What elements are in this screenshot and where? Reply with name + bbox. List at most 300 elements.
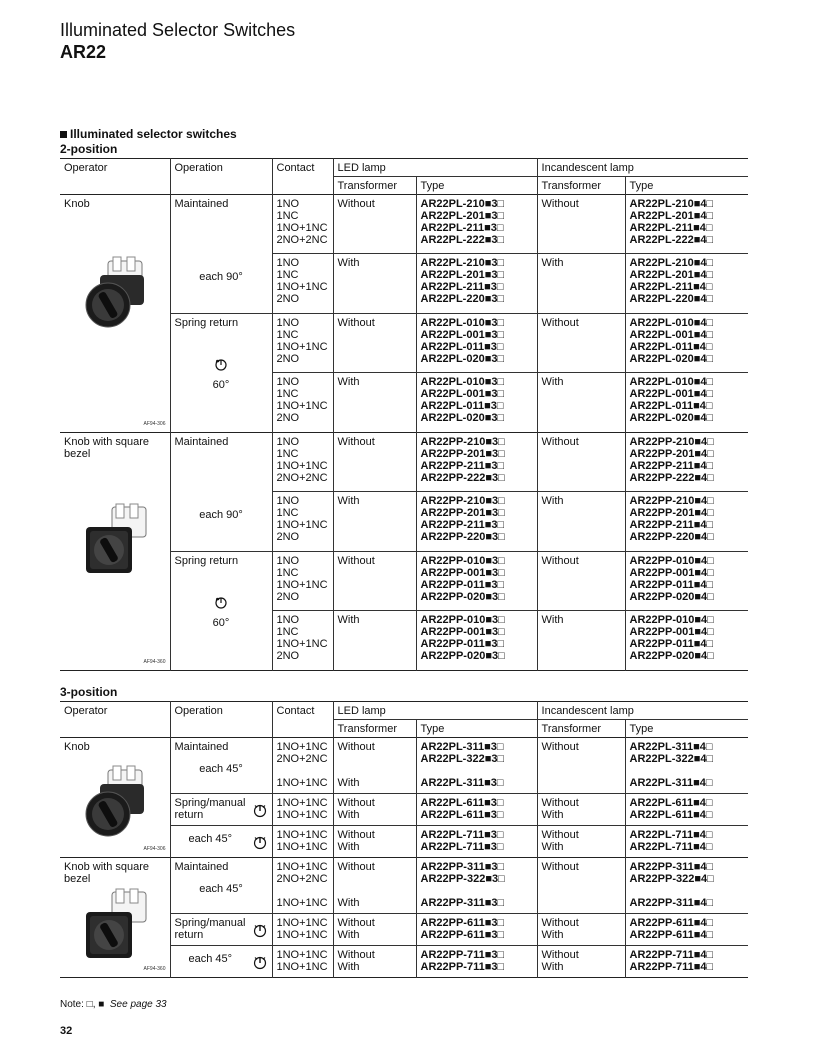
type-code: AR22PL-001■3□ xyxy=(420,329,505,341)
operator-name: Knob xyxy=(64,741,90,753)
contact-value: 1NO+1NC xyxy=(276,897,328,909)
inc-type-cell xyxy=(625,914,748,946)
type-code: AR22PL-211■4□ xyxy=(629,222,713,234)
type-code: AR22PL-311■4□ xyxy=(629,741,713,753)
operation-cell xyxy=(170,914,272,946)
type-code: AR22PP-210■3□ xyxy=(420,436,505,448)
header-transformer: Transformer xyxy=(537,177,625,195)
type-code: AR22PL-020■4□ xyxy=(629,353,714,365)
transformer-value xyxy=(338,873,412,885)
led-type-cell xyxy=(416,738,537,794)
operation-label: Maintained xyxy=(174,198,229,210)
contact-cell xyxy=(272,254,333,314)
type-code: AR22PP-222■4□ xyxy=(629,472,714,484)
bullet-square-icon xyxy=(60,131,67,138)
inc-transformer-cell: Without xyxy=(537,552,625,611)
contact-cell xyxy=(272,826,333,858)
inc-type-cell xyxy=(625,611,748,671)
type-code: AR22PP-001■4□ xyxy=(629,626,714,638)
type-code: AR22PL-311■4□ xyxy=(629,777,713,789)
type-code: AR22PL-611■4□ xyxy=(629,809,713,821)
image-code: AF94-360 xyxy=(143,659,166,665)
contact-value: 2NO+2NC xyxy=(276,472,328,484)
type-code: AR22PL-020■3□ xyxy=(420,353,505,365)
type-code: AR22PL-201■3□ xyxy=(420,210,505,222)
inc-type-cell xyxy=(625,433,748,492)
page-title: Illuminated Selector Switches xyxy=(60,20,296,40)
type-code: AR22PP-201■4□ xyxy=(629,507,714,519)
operator-cell xyxy=(60,858,170,978)
manual-return-rotation-icon xyxy=(252,922,268,938)
operation-cell xyxy=(170,314,272,433)
contact-value: 1NO xyxy=(276,198,300,210)
type-code: AR22PL-222■3□ xyxy=(420,234,505,246)
inc-transformer-cell: With xyxy=(537,373,625,433)
type-code: AR22PP-010■4□ xyxy=(629,614,714,626)
type-code: AR22PP-611■4□ xyxy=(629,917,714,929)
led-transformer-cell xyxy=(333,826,416,858)
inc-transformer-cell xyxy=(537,738,625,794)
operation-angle: each 45° xyxy=(199,883,243,895)
type-code xyxy=(630,765,745,777)
contact-value: 1NC xyxy=(276,269,299,281)
selector-switch-photo xyxy=(78,764,158,842)
inc-type-cell xyxy=(625,373,748,433)
inc-transformer-cell: Without xyxy=(537,433,625,492)
header-operation: Operation xyxy=(170,159,272,195)
operation-cell xyxy=(170,552,272,671)
type-code: AR22PP-611■3□ xyxy=(420,917,505,929)
header-operator: Operator xyxy=(64,162,108,174)
operation-label: Maintained xyxy=(174,861,229,873)
transformer-value: With xyxy=(337,777,360,789)
type-code: AR22PP-001■4□ xyxy=(629,567,714,579)
contact-cell xyxy=(272,914,333,946)
contact-value: 1NO+1NC xyxy=(276,841,328,853)
led-transformer-cell: Without xyxy=(333,552,416,611)
table-row xyxy=(60,738,748,794)
contact-value: 1NO xyxy=(276,317,300,329)
operation-angle: each 45° xyxy=(188,953,233,965)
type-code: AR22PP-001■3□ xyxy=(420,567,505,579)
selector-switch-photo xyxy=(78,255,158,333)
contact-value: 1NO+1NC xyxy=(276,341,328,353)
transformer-value: With xyxy=(541,929,564,941)
inc-type-cell xyxy=(625,794,748,826)
type-code: AR22PL-711■4□ xyxy=(629,829,713,841)
inc-transformer-cell: Without xyxy=(537,314,625,373)
transformer-value: Without xyxy=(337,829,375,841)
type-code: AR22PL-020■3□ xyxy=(420,412,505,424)
contact-value: 1NO+1NC xyxy=(276,222,328,234)
inc-transformer-cell: With xyxy=(537,611,625,671)
contact-value xyxy=(277,885,329,897)
type-code: AR22PL-011■4□ xyxy=(629,400,713,412)
operation-label: Spring/manual return xyxy=(174,917,246,941)
led-type-cell xyxy=(416,946,537,978)
header-transformer: Transformer xyxy=(333,177,416,195)
table-row xyxy=(60,433,748,492)
operation-angle: each 45° xyxy=(188,833,233,845)
operation-label: Spring return xyxy=(174,555,239,567)
contact-value: 2NO xyxy=(276,531,300,543)
table-row xyxy=(60,195,748,254)
type-code: AR22PL-001■4□ xyxy=(629,329,714,341)
contact-value: 1NO+1NC xyxy=(276,797,328,809)
led-type-cell xyxy=(416,552,537,611)
contact-value: 2NO xyxy=(276,591,300,603)
contact-value xyxy=(277,765,329,777)
contact-value: 1NO xyxy=(276,376,300,388)
contact-value: 1NO+1NC xyxy=(276,929,328,941)
type-code xyxy=(630,885,745,897)
transformer-value: With xyxy=(337,961,360,973)
contact-cell xyxy=(272,373,333,433)
contact-cell xyxy=(272,492,333,552)
type-code: AR22PP-322■3□ xyxy=(420,873,505,885)
type-code xyxy=(421,765,533,777)
type-code: AR22PP-010■4□ xyxy=(629,555,714,567)
type-code: AR22PL-010■3□ xyxy=(420,376,505,388)
transformer-value: With xyxy=(337,809,360,821)
header-contact: Contact xyxy=(272,159,333,195)
transformer-value xyxy=(542,765,621,777)
inc-type-cell xyxy=(625,858,748,914)
operation-cell xyxy=(170,738,272,794)
transformer-value xyxy=(338,753,412,765)
footnote: Note: □, ■ See page 33 xyxy=(60,999,167,1010)
type-code: AR22PL-611■3□ xyxy=(420,809,504,821)
led-transformer-cell xyxy=(333,914,416,946)
type-code: AR22PP-011■3□ xyxy=(420,579,505,591)
led-type-cell xyxy=(416,195,537,254)
contact-value: 1NC xyxy=(276,507,299,519)
type-code: AR22PP-210■4□ xyxy=(629,436,714,448)
type-code: AR22PL-020■4□ xyxy=(629,412,714,424)
contact-value: 2NO xyxy=(276,412,300,424)
inc-transformer-cell xyxy=(537,826,625,858)
type-code: AR22PP-010■3□ xyxy=(420,614,505,626)
contact-value: 2NO xyxy=(276,293,300,305)
transformer-value: Without xyxy=(337,917,375,929)
contact-value: 2NO xyxy=(276,650,300,662)
type-code: AR22PP-010■3□ xyxy=(420,555,505,567)
type-code: AR22PP-311■4□ xyxy=(629,897,714,909)
operator-name: Knob with square bezel xyxy=(64,436,149,460)
contact-value: 1NO xyxy=(276,555,300,567)
header-type: Type xyxy=(416,177,537,195)
type-code: AR22PL-711■4□ xyxy=(629,841,713,853)
header-type: Type xyxy=(416,720,537,738)
led-transformer-cell xyxy=(333,794,416,826)
contact-value: 1NC xyxy=(276,626,299,638)
type-code: AR22PP-711■4□ xyxy=(629,949,714,961)
type-code: AR22PP-222■3□ xyxy=(420,472,505,484)
transformer-value xyxy=(542,897,621,909)
contact-cell xyxy=(272,946,333,978)
header-type: Type xyxy=(625,720,748,738)
contact-value: 1NO+1NC xyxy=(276,777,328,789)
inc-type-cell xyxy=(625,254,748,314)
three-position-heading: 3-position xyxy=(60,685,118,699)
type-code: AR22PP-322■4□ xyxy=(629,873,714,885)
led-transformer-cell: Without xyxy=(333,433,416,492)
operation-label: Spring return xyxy=(174,317,239,329)
contact-cell xyxy=(272,314,333,373)
type-code: AR22PL-201■4□ xyxy=(629,210,714,222)
contact-value: 1NO+1NC xyxy=(276,460,328,472)
type-code: AR22PP-220■4□ xyxy=(629,531,714,543)
transformer-value: Without xyxy=(337,949,375,961)
contact-value: 1NO+1NC xyxy=(276,281,328,293)
contact-cell xyxy=(272,738,333,794)
type-code: AR22PP-311■4□ xyxy=(629,861,714,873)
contact-value: 1NO xyxy=(276,257,300,269)
contact-value: 1NO+1NC xyxy=(276,579,328,591)
led-transformer-cell xyxy=(333,738,416,794)
inc-transformer-cell: With xyxy=(537,492,625,552)
transformer-value: Without xyxy=(541,797,579,809)
type-code: AR22PL-711■3□ xyxy=(420,841,504,853)
operator-cell xyxy=(60,195,170,433)
transformer-value: Without xyxy=(337,741,375,753)
contact-cell xyxy=(272,195,333,254)
led-type-cell xyxy=(416,254,537,314)
type-code: AR22PL-210■3□ xyxy=(420,257,505,269)
operator-cell xyxy=(60,738,170,858)
header-led-lamp: LED lamp xyxy=(333,702,537,720)
type-code: AR22PL-001■3□ xyxy=(420,388,505,400)
led-transformer-cell xyxy=(333,946,416,978)
transformer-value: With xyxy=(337,841,360,853)
led-transformer-cell xyxy=(333,858,416,914)
type-code: AR22PP-211■4□ xyxy=(629,519,714,531)
inc-type-cell xyxy=(625,826,748,858)
transformer-value: Without xyxy=(541,949,579,961)
led-type-cell xyxy=(416,794,537,826)
transformer-value: Without xyxy=(337,797,375,809)
type-code: AR22PP-211■4□ xyxy=(629,460,714,472)
header-operator: Operator xyxy=(64,705,108,717)
operation-cell xyxy=(170,794,272,826)
header-incandescent-lamp: Incandescent lamp xyxy=(537,702,748,720)
led-transformer-cell: With xyxy=(333,254,416,314)
header-operation: Operation xyxy=(170,702,272,738)
two-position-table xyxy=(60,158,748,671)
operator-cell xyxy=(60,433,170,671)
type-code: AR22PP-011■4□ xyxy=(629,638,714,650)
image-code: AF94-306 xyxy=(143,846,166,852)
led-transformer-cell: Without xyxy=(333,314,416,373)
spring-return-rotation-icon xyxy=(214,596,228,610)
type-code: AR22PL-222■4□ xyxy=(629,234,714,246)
type-code: AR22PL-611■4□ xyxy=(629,797,713,809)
contact-value: 1NO+1NC xyxy=(276,809,328,821)
header-incandescent-lamp: Incandescent lamp xyxy=(537,159,748,177)
operation-angle: each 90° xyxy=(199,271,243,283)
contact-value: 1NO xyxy=(276,495,300,507)
type-code: AR22PL-311■3□ xyxy=(420,777,504,789)
type-code: AR22PL-211■3□ xyxy=(420,281,504,293)
operation-cell xyxy=(170,858,272,914)
type-code: AR22PP-711■3□ xyxy=(420,961,505,973)
transformer-value xyxy=(542,777,621,789)
type-code: AR22PL-211■3□ xyxy=(420,222,504,234)
operation-label: Maintained xyxy=(174,436,229,448)
header-contact: Contact xyxy=(272,702,333,738)
transformer-value xyxy=(338,885,412,897)
contact-value: 2NO xyxy=(276,353,300,365)
transformer-value: With xyxy=(541,841,564,853)
inc-type-cell xyxy=(625,946,748,978)
inc-type-cell xyxy=(625,195,748,254)
transformer-value: With xyxy=(337,897,360,909)
model-name: AR22 xyxy=(60,42,107,62)
transformer-value xyxy=(542,885,621,897)
operator-name: Knob with square bezel xyxy=(64,861,149,885)
page-number: 32 xyxy=(60,1025,73,1037)
manual-return-rotation-icon xyxy=(252,802,268,818)
operation-cell xyxy=(170,826,272,858)
type-code: AR22PL-611■3□ xyxy=(420,797,504,809)
contact-value: 1NO+1NC xyxy=(276,961,328,973)
contact-cell xyxy=(272,552,333,611)
led-transformer-cell: Without xyxy=(333,195,416,254)
contact-value: 1NO+1NC xyxy=(276,741,328,753)
section-heading: Illuminated selector switches xyxy=(60,127,237,141)
type-code: AR22PP-011■3□ xyxy=(420,638,505,650)
contact-value: 1NO+1NC xyxy=(276,638,328,650)
contact-value: 2NO+2NC xyxy=(276,873,328,885)
led-transformer-cell: With xyxy=(333,492,416,552)
type-code: AR22PL-010■4□ xyxy=(629,376,714,388)
type-code: AR22PP-311■3□ xyxy=(420,897,505,909)
manual-return-rotation-icon xyxy=(252,954,268,970)
type-code: AR22PL-010■4□ xyxy=(629,317,714,329)
transformer-value xyxy=(542,873,621,885)
inc-transformer-cell xyxy=(537,946,625,978)
type-code: AR22PP-201■3□ xyxy=(420,507,505,519)
transformer-value: With xyxy=(541,809,564,821)
operation-angle: each 90° xyxy=(199,509,243,521)
inc-transformer-cell: With xyxy=(537,254,625,314)
contact-value: 1NO+1NC xyxy=(276,519,328,531)
contact-value: 1NO+1NC xyxy=(276,917,328,929)
type-code: AR22PL-322■3□ xyxy=(420,753,505,765)
type-code xyxy=(421,885,533,897)
led-type-cell xyxy=(416,858,537,914)
type-code: AR22PP-020■3□ xyxy=(420,591,505,603)
led-type-cell xyxy=(416,492,537,552)
inc-transformer-cell xyxy=(537,794,625,826)
led-type-cell xyxy=(416,314,537,373)
table-row xyxy=(60,858,748,914)
type-code: AR22PP-001■3□ xyxy=(420,626,505,638)
type-code: AR22PL-011■3□ xyxy=(420,400,504,412)
inc-type-cell xyxy=(625,314,748,373)
inc-transformer-cell xyxy=(537,914,625,946)
operation-label: Maintained xyxy=(174,741,229,753)
type-code: AR22PL-210■4□ xyxy=(629,198,714,210)
transformer-value: With xyxy=(541,961,564,973)
type-code: AR22PP-011■4□ xyxy=(629,579,714,591)
contact-cell xyxy=(272,794,333,826)
led-type-cell xyxy=(416,373,537,433)
contact-value: 2NO+2NC xyxy=(276,234,328,246)
type-code: AR22PP-711■4□ xyxy=(629,961,714,973)
operator-name: Knob xyxy=(64,198,90,210)
type-code: AR22PP-020■3□ xyxy=(420,650,505,662)
header-led-lamp: LED lamp xyxy=(333,159,537,177)
type-code: AR22PL-322■4□ xyxy=(629,753,714,765)
transformer-value xyxy=(542,753,621,765)
operation-cell xyxy=(170,946,272,978)
type-code: AR22PL-311■3□ xyxy=(420,741,504,753)
image-code: AF94-306 xyxy=(143,421,166,427)
manual-return-rotation-icon xyxy=(252,834,268,850)
led-type-cell xyxy=(416,914,537,946)
led-transformer-cell: With xyxy=(333,611,416,671)
header-type: Type xyxy=(625,177,748,195)
contact-value: 1NO+1NC xyxy=(276,400,328,412)
type-code: AR22PP-201■4□ xyxy=(629,448,714,460)
inc-transformer-cell xyxy=(537,858,625,914)
contact-value: 1NO+1NC xyxy=(276,949,328,961)
type-code: AR22PL-010■3□ xyxy=(420,317,505,329)
three-position-table xyxy=(60,701,748,978)
operation-cell xyxy=(170,195,272,314)
type-code: AR22PL-201■3□ xyxy=(420,269,505,281)
inc-type-cell xyxy=(625,738,748,794)
type-code: AR22PL-211■4□ xyxy=(629,281,713,293)
contact-value: 1NC xyxy=(276,388,299,400)
type-code: AR22PP-611■4□ xyxy=(629,929,714,941)
contact-cell xyxy=(272,611,333,671)
contact-value: 1NO+1NC xyxy=(276,861,328,873)
inc-transformer-cell: Without xyxy=(537,195,625,254)
contact-value: 1NC xyxy=(276,448,299,460)
led-type-cell xyxy=(416,611,537,671)
two-position-heading: 2-position xyxy=(60,142,118,156)
type-code: AR22PL-711■3□ xyxy=(420,829,504,841)
operation-label: Spring/manual return xyxy=(174,797,246,821)
transformer-value: With xyxy=(337,929,360,941)
type-code: AR22PP-201■3□ xyxy=(420,448,505,460)
transformer-value: Without xyxy=(541,741,579,753)
operation-angle: 60° xyxy=(171,358,272,391)
type-code: AR22PP-311■3□ xyxy=(420,861,505,873)
transformer-value: Without xyxy=(337,861,375,873)
type-code: AR22PL-220■3□ xyxy=(420,293,505,305)
inc-type-cell xyxy=(625,492,748,552)
transformer-value: Without xyxy=(541,829,579,841)
led-type-cell xyxy=(416,826,537,858)
type-code: AR22PP-210■3□ xyxy=(420,495,505,507)
contact-value: 1NO+1NC xyxy=(276,829,328,841)
transformer-value: Without xyxy=(541,917,579,929)
type-code: AR22PP-711■3□ xyxy=(420,949,505,961)
header-transformer: Transformer xyxy=(537,720,625,738)
contact-value: 1NO xyxy=(276,436,300,448)
operation-cell xyxy=(170,433,272,552)
type-code: AR22PP-211■3□ xyxy=(420,519,505,531)
transformer-value: Without xyxy=(541,861,579,873)
inc-type-cell xyxy=(625,552,748,611)
type-code: AR22PP-220■3□ xyxy=(420,531,505,543)
contact-cell xyxy=(272,858,333,914)
led-transformer-cell: With xyxy=(333,373,416,433)
contact-value: 1NO xyxy=(276,614,300,626)
